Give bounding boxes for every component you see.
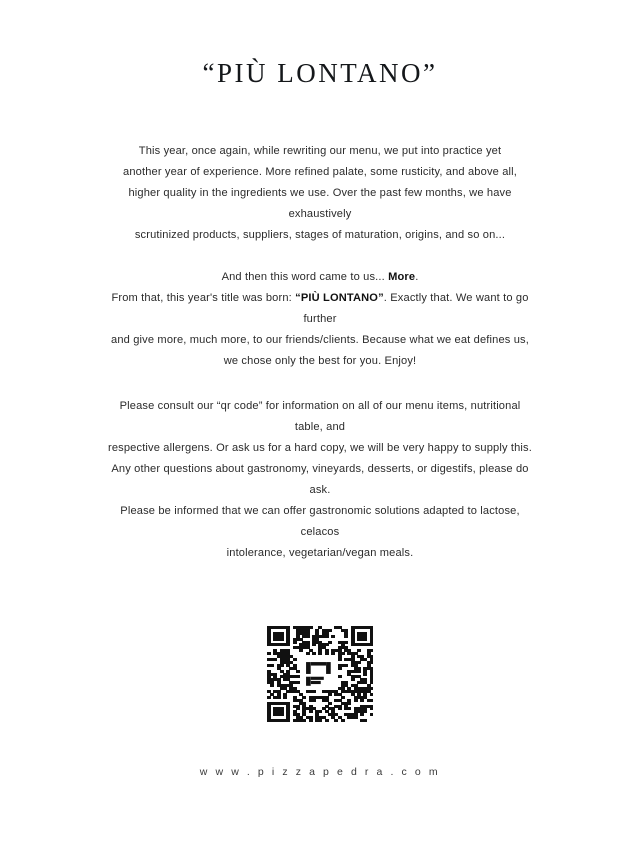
website-url: w w w . p i z z a p e d r a . c o m (199, 766, 441, 778)
page-title: “PIÙ LONTANO” (202, 58, 438, 88)
qr-code[interactable] (267, 626, 373, 722)
paragraph-allergens: Please consult our “qr code” for information on all of our menu items, nutritional table, and respective allergens. Or ask us for a hard copy, we will be very happy to supply this. Any other questions about gastronomy, vineyards, desserts, or digestifs, please do ask. Please be informed that we can offer gastronomic solutions adapted to lactose, celacos intolerance, vegetarian/vegan meals. (108, 400, 532, 559)
body-text (105, 141, 535, 564)
menu-page (0, 58, 640, 855)
paragraph-intro: This year, once again, while rewriting our menu, we put into practice yet another year of experience. More refined palate, some rusticity, and above all, higher quality in the ingredients we use. Over the past few months, we have exhaustively scrutinized products, suppliers, stages of maturation, origins, and so on... (123, 145, 517, 241)
paragraph-title-origin: And then this word came to us... More. From that, this year's title was born: “PIÙ LONTANO”. Exactly that. We want to go further and give more, much more, to our friends/clients. Because what we eat defines us, we chose only the best for you. Enjoy! (111, 271, 529, 367)
qr-code-container (0, 626, 640, 722)
